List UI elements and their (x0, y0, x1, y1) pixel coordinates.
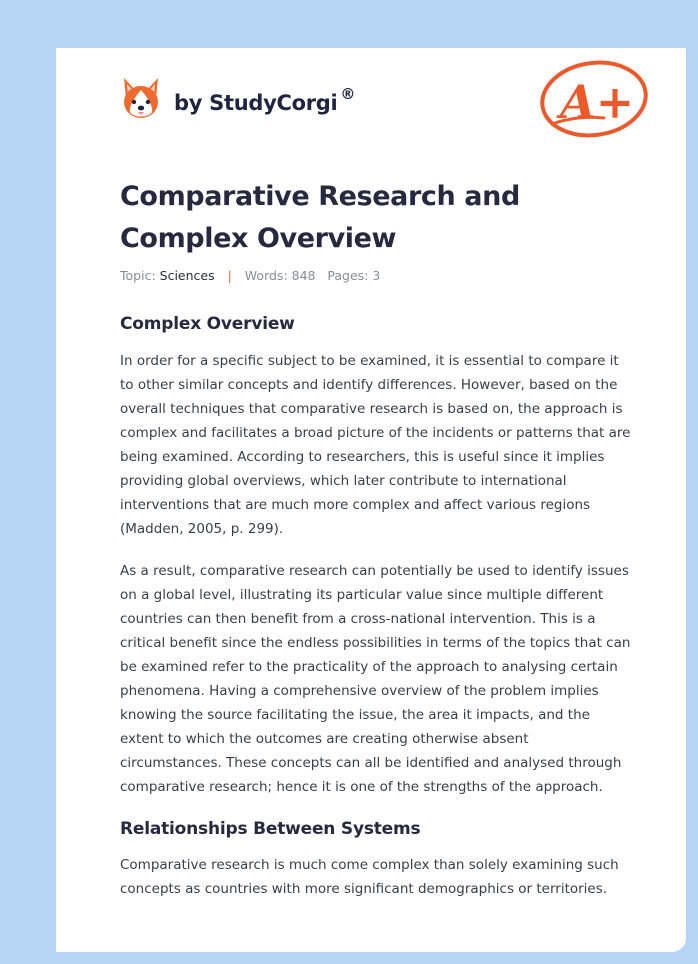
a-plus-grade-icon (538, 58, 650, 140)
document-body (120, 312, 632, 901)
section-heading: Relationships Between Systems (120, 819, 421, 839)
document-title: Comparative Research and Complex Overview (120, 181, 520, 254)
brand-name: by StudyCorgi ® (174, 85, 356, 115)
paragraph: As a result, comparative research can potentially be used to identify issues on a global level, illustrating its particular value since multiple different countries can then benefit from a cross-national intervention. This is a critical benefit since the endless possibilities in terms of the topics that can be examined refer to the practicality of the approach to analysing certain phenomena. Having a comprehensive overview of the problem implies knowing the source facilitating the issue, the area it impacts, and the extent to which the outcomes are creating otherwise absent circumstances. These concepts can all be identified and analysed through comparative research; hence it is one of the strengths of the approach. (120, 563, 631, 795)
paragraph: In order for a specific subject to be examined, it is essential to compare it to other similar concepts and identify differences. However, based on the overall techniques that comparative research is based on, the approach is complex and facilitates a broad picture of the incidents or patterns that are being examined. According to researchers, this is useful since it implies providing global overviews, which later contribute to international interventions that are much more complex and affect various regions (Madden, 2005, p. 299). (120, 353, 631, 537)
topic-label: Topic: (120, 268, 156, 283)
document-page (56, 48, 686, 952)
pages-value: 3 (372, 268, 381, 283)
document-meta (120, 268, 380, 283)
topic-value[interactable]: Sciences (159, 268, 215, 283)
section-heading: Complex Overview (120, 314, 295, 334)
registered-mark: ® (340, 85, 356, 103)
pages-label: Pages: (327, 268, 369, 283)
words-label: Words: (244, 268, 288, 283)
grade-text: A+ (560, 75, 635, 129)
words-value: 848 (291, 268, 316, 283)
brand-header (120, 76, 355, 122)
paragraph: Comparative research is much come complex than solely examining such concepts as countries with more significant demographics or territories. (120, 857, 619, 897)
meta-separator: | (227, 268, 232, 283)
corgi-icon (120, 76, 162, 122)
